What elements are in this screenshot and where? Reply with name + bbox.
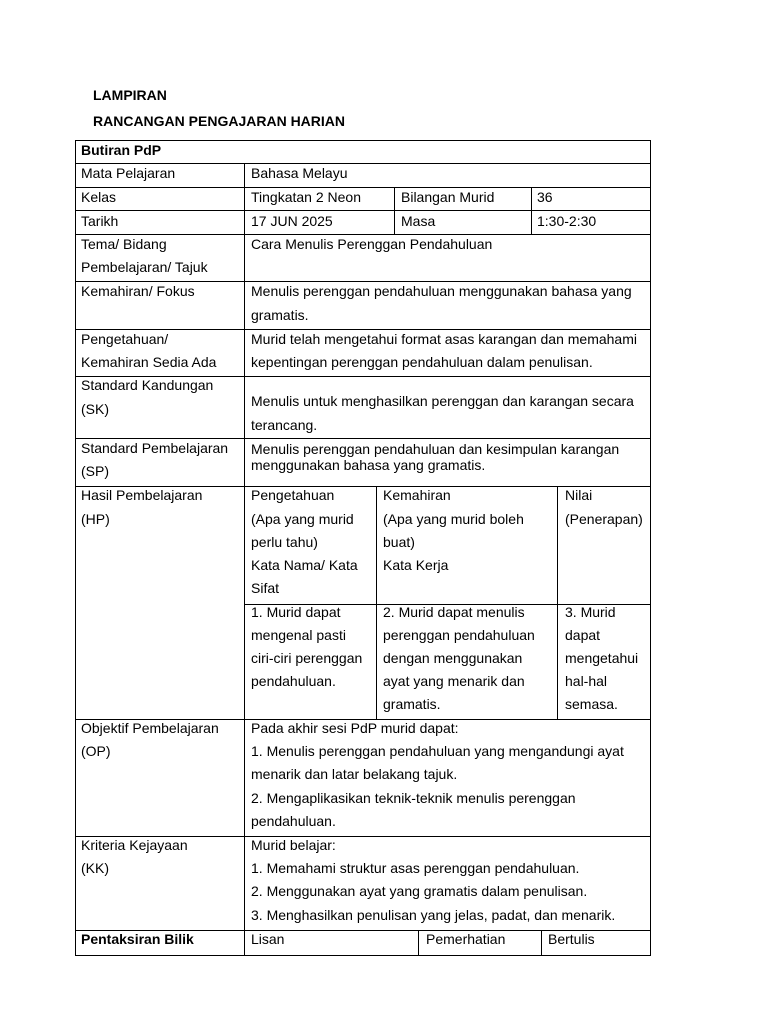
hp-item-2-line: dengan menggunakan bbox=[383, 650, 523, 666]
value-sk-line-1: Menulis untuk menghasilkan perenggan dan karangan secara bbox=[251, 393, 634, 409]
value-sp-line-2: menggunakan bahasa yang gramatis. bbox=[251, 457, 486, 473]
column-divider bbox=[557, 486, 558, 719]
hp-nilai-line: (Penerapan) bbox=[565, 511, 643, 527]
label-pengetahuan-line-1: Pengetahuan/ bbox=[81, 331, 169, 347]
hp-item-1-line: 1. Murid dapat bbox=[251, 604, 341, 620]
label-masa: Masa bbox=[401, 213, 436, 229]
value-sp-line-1: Menulis perenggan pendahuluan dan kesimpulan karangan bbox=[251, 441, 620, 457]
column-divider bbox=[394, 187, 395, 234]
column-divider bbox=[541, 930, 542, 956]
value-kelas: Tingkatan 2 Neon bbox=[251, 189, 361, 205]
hp-pengetahuan-line: Pengetahuan bbox=[251, 487, 335, 503]
op-line: pendahuluan. bbox=[251, 813, 336, 829]
label-sp-line-2: (SP) bbox=[81, 463, 109, 479]
value-kemahiran-fokus-line-1: Menulis perenggan pendahuluan menggunakan bahasa yang bbox=[251, 283, 632, 299]
label-mata-pelajaran: Mata Pelajaran bbox=[81, 165, 176, 181]
hp-pengetahuan-line: Kata Nama/ Kata bbox=[251, 557, 358, 573]
label-kk-line-2: (KK) bbox=[81, 860, 109, 876]
column-divider bbox=[376, 486, 377, 719]
hp-item-3-line: semasa. bbox=[565, 696, 618, 712]
op-line: 1. Menulis perenggan pendahuluan yang mengandungi ayat bbox=[251, 743, 624, 759]
label-tema-line-2: Pembelajaran/ Tajuk bbox=[81, 259, 208, 275]
section-header-butiran: Butiran PdP bbox=[81, 142, 162, 158]
hp-kemahiran-line: buat) bbox=[383, 534, 415, 550]
table-border-left bbox=[75, 140, 76, 956]
column-divider bbox=[244, 163, 245, 956]
label-sk-line-2: (SK) bbox=[81, 401, 109, 417]
column-divider bbox=[418, 930, 419, 956]
hp-kemahiran-line: Kata Kerja bbox=[383, 557, 449, 573]
kk-line: 3. Menghasilkan penulisan yang jelas, padat, dan menarik. bbox=[251, 907, 616, 923]
label-tema-line-1: Tema/ Bidang bbox=[81, 236, 167, 252]
hp-pengetahuan-line: perlu tahu) bbox=[251, 534, 318, 550]
hp-item-3-line: mengetahui bbox=[565, 650, 639, 666]
hp-kemahiran-line: (Apa yang murid boleh bbox=[383, 511, 524, 527]
hp-item-3-line: 3. Murid bbox=[565, 604, 616, 620]
label-hp-line-2: (HP) bbox=[81, 511, 110, 527]
label-op-line-1: Objektif Pembelajaran bbox=[81, 720, 219, 736]
op-line: 2. Mengaplikasikan teknik-teknik menulis perenggan bbox=[251, 790, 576, 806]
value-kemahiran-fokus-line-2: gramatis. bbox=[251, 307, 309, 323]
label-pengetahuan-line-2: Kemahiran Sedia Ada bbox=[81, 354, 217, 370]
hp-item-1-line: pendahuluan. bbox=[251, 673, 336, 689]
value-pengetahuan-line-1: Murid telah mengetahui format asas karangan dan memahami bbox=[251, 331, 637, 347]
table-border-top bbox=[75, 140, 651, 141]
hp-item-1-line: mengenal pasti bbox=[251, 627, 346, 643]
hp-item-2-line: perenggan pendahuluan bbox=[383, 627, 535, 643]
pentaksiran-bertulis: Bertulis bbox=[548, 931, 595, 947]
value-tema: Cara Menulis Perenggan Pendahuluan bbox=[251, 236, 493, 252]
label-sk-line-1: Standard Kandungan bbox=[81, 377, 214, 393]
label-sp-line-1: Standard Pembelajaran bbox=[81, 440, 229, 456]
label-tarikh: Tarikh bbox=[81, 213, 119, 229]
label-op-line-2: (OP) bbox=[81, 743, 111, 759]
pentaksiran-pemerhatian: Pemerhatian bbox=[426, 931, 506, 947]
hp-item-2-line: gramatis. bbox=[383, 696, 441, 712]
hp-pengetahuan-line: (Apa yang murid bbox=[251, 511, 354, 527]
kk-line: Murid belajar: bbox=[251, 837, 336, 853]
table-border-bottom bbox=[75, 955, 651, 956]
value-masa: 1:30-2:30 bbox=[537, 213, 597, 229]
label-hp-line-1: Hasil Pembelajaran bbox=[81, 487, 203, 503]
label-bilangan-murid: Bilangan Murid bbox=[401, 189, 495, 205]
hp-nilai-line: Nilai bbox=[565, 487, 593, 503]
appendix-heading: LAMPIRAN bbox=[93, 87, 167, 103]
value-pengetahuan-line-2: kepentingan perenggan pendahuluan dalam penulisan. bbox=[251, 354, 593, 370]
op-line: menarik dan latar belakang tajuk. bbox=[251, 766, 458, 782]
hp-item-2-line: ayat yang menarik dan bbox=[383, 673, 525, 689]
hp-item-2-line: 2. Murid dapat menulis bbox=[383, 604, 525, 620]
table-border-right bbox=[650, 140, 651, 956]
value-bilangan-murid: 36 bbox=[537, 189, 553, 205]
document-title: RANCANGAN PENGAJARAN HARIAN bbox=[93, 113, 346, 129]
kk-line: 2. Menggunakan ayat yang gramatis dalam penulisan. bbox=[251, 883, 588, 899]
value-mata-pelajaran: Bahasa Melayu bbox=[251, 165, 348, 181]
hp-pengetahuan-line: Sifat bbox=[251, 580, 280, 596]
hp-item-3-line: hal-hal bbox=[565, 673, 608, 689]
hp-item-3-line: dapat bbox=[565, 627, 601, 643]
label-pentaksiran: Pentaksiran Bilik bbox=[81, 931, 194, 947]
label-kemahiran-fokus: Kemahiran/ Fokus bbox=[81, 283, 195, 299]
value-sk-line-2: terancang. bbox=[251, 417, 318, 433]
value-tarikh: 17 JUN 2025 bbox=[251, 213, 333, 229]
column-divider bbox=[531, 187, 532, 234]
hp-item-1-line: ciri-ciri perenggan bbox=[251, 650, 363, 666]
hp-kemahiran-line: Kemahiran bbox=[383, 487, 451, 503]
pentaksiran-lisan: Lisan bbox=[251, 931, 285, 947]
row-divider bbox=[75, 187, 651, 188]
label-kelas: Kelas bbox=[81, 189, 117, 205]
op-line: Pada akhir sesi PdP murid dapat: bbox=[251, 720, 459, 736]
kk-line: 1. Memahami struktur asas perenggan pendahuluan. bbox=[251, 860, 580, 876]
label-kk-line-1: Kriteria Kejayaan bbox=[81, 837, 188, 853]
